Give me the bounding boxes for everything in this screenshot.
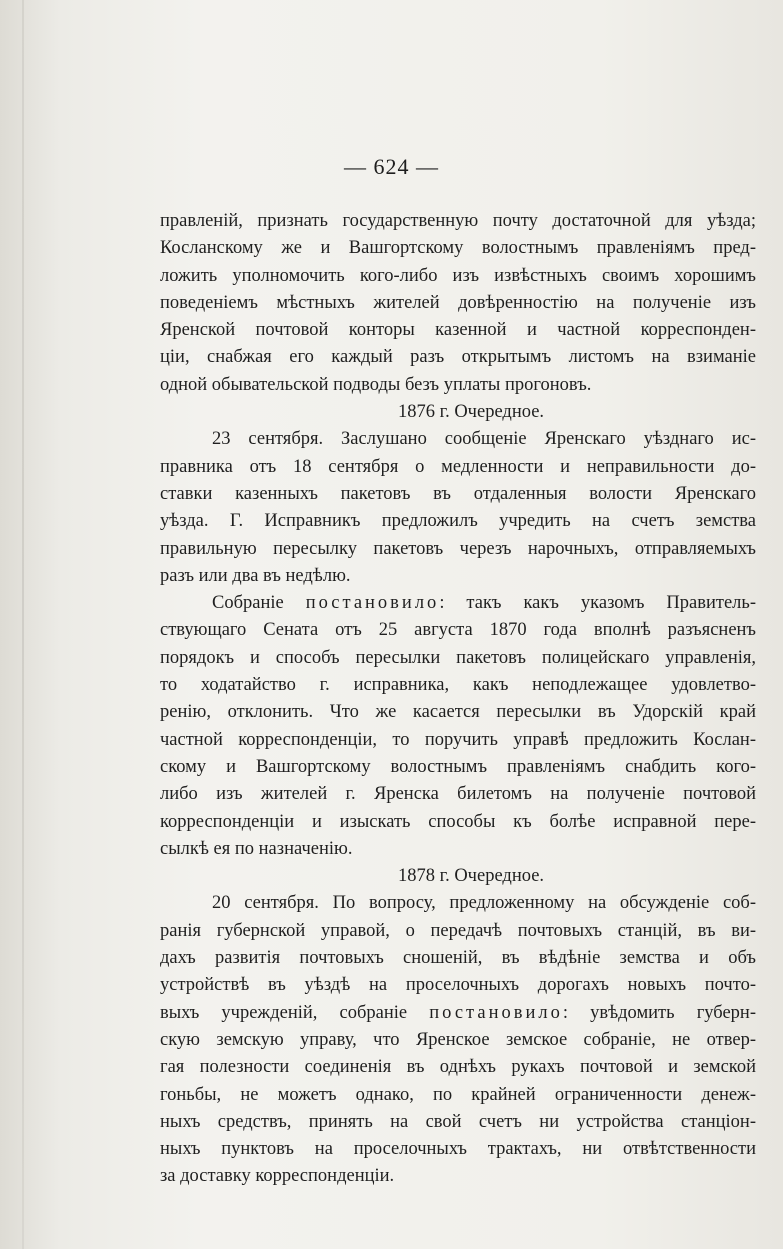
text-line: поведеніемъ мѣстныхъ жителей довѣренностію на полученіе изъ	[160, 292, 756, 313]
text-line: правника отъ 18 сентября о медленности и неправильности до-	[160, 456, 756, 477]
keyword-resolved: постановило	[429, 1002, 563, 1023]
paragraph-4	[160, 890, 756, 1190]
text-line: ранія губернской управой, о передачѣ почтовыхъ станцій, въ ви-	[160, 920, 756, 941]
text-line: ставки казенныхъ пакетовъ въ отдаленныя волости Яренскаго	[160, 483, 756, 504]
paragraph-2	[160, 426, 756, 590]
text-fragment: : такъ какъ указомъ Правитель-	[439, 593, 756, 614]
text-line: либо изъ жителей г. Яренска билетомъ на полученіе почтовой	[160, 784, 756, 805]
text-line: гая полезности соединенія въ однѣхъ рукахъ почтовой и земской	[160, 1057, 756, 1078]
page-number: — 624 —	[344, 154, 439, 179]
text-line: ствующаго Сената отъ 25 августа 1870 года вполнѣ разъясненъ	[160, 620, 756, 641]
paragraph-1	[160, 208, 756, 399]
text-fragment: выхъ учрежденій, собраніе	[160, 1002, 408, 1023]
paragraph-3	[160, 590, 756, 863]
section-heading-1878: 1878 г. Очередное.	[397, 866, 545, 887]
text-line: сылкѣ ея по назначенію.	[160, 838, 353, 859]
text-line: одной обывательской подводы безъ уплаты прогоновъ.	[160, 374, 592, 395]
text-line: Яренской почтовой конторы казенной и частной корреспонден-	[160, 320, 756, 341]
text-line: 23 сентября. Заслушано сообщеніе Яренскаго уѣзднаго ис-	[212, 429, 756, 450]
text-body	[160, 208, 756, 1191]
text-line: разъ или два въ недѣлю.	[160, 565, 351, 586]
text-line: Косланскому же и Вашгортскому волостнымъ правленіямъ пред-	[160, 238, 756, 259]
text-line: 20 сентября. По вопросу, предложенному на обсужденіе соб-	[212, 893, 756, 914]
text-line: скому и Вашгортскому волостнымъ правленіямъ снабдить кого-	[160, 756, 756, 777]
text-line: порядокъ и способъ пересылки пакетовъ полицейскаго управленія,	[160, 647, 756, 668]
text-line: за доставку корреспонденціи.	[160, 1166, 395, 1187]
text-fragment: : увѣдомить губерн-	[562, 1002, 756, 1023]
text-line: скую земскую управу, что Яренское земское собраніе, не отвер-	[160, 1029, 756, 1050]
text-line	[160, 590, 756, 617]
text-line: дахъ развитія почтовыхъ сношеній, въ вѣдѣніе земства и объ	[160, 948, 756, 969]
text-line: ложить уполномочить кого-либо изъ извѣстныхъ своимъ хорошимъ	[160, 265, 756, 286]
text-line	[160, 1000, 756, 1027]
section-heading-1876: 1876 г. Очередное.	[397, 402, 545, 423]
binding-edge	[22, 0, 24, 1249]
text-line: правленій, признать государственную почту достаточной для уѣзда;	[160, 211, 756, 231]
text-line: ціи, снабжая его каждый разъ открытымъ листомъ на взиманіе	[160, 347, 756, 368]
text-line: ныхъ пунктовъ на проселочныхъ трактахъ, ни отвѣтственности	[160, 1139, 756, 1160]
text-line: частной корреспонденціи, то поручить управѣ предложить Кослан-	[160, 729, 756, 750]
text-line: уѣзда. Г. Исправникъ предложилъ учредить на счетъ земства	[160, 511, 756, 532]
text-line: ренію, отклонить. Что же касается пересылки въ Удорскій край	[160, 702, 756, 723]
text-line: правильную пересылку пакетовъ черезъ нарочныхъ, отправляемыхъ	[160, 538, 756, 559]
keyword-resolved: постановило	[305, 593, 440, 614]
text-fragment: Собраніе	[212, 593, 284, 614]
text-line: гоньбы, не можетъ однако, по крайней ограниченности денеж-	[160, 1084, 756, 1105]
text-line: то ходатайство г. исправника, какъ неподлежащее удовлетво-	[160, 675, 756, 696]
text-line: ныхъ средствъ, принять на свой счетъ ни устройства станціон-	[160, 1111, 756, 1132]
text-line: устройствѣ въ уѣздѣ на проселочныхъ дорогахъ новыхъ почто-	[160, 975, 756, 996]
text-line: корреспонденціи и изыскать способы къ болѣе исправной пере-	[160, 811, 756, 832]
